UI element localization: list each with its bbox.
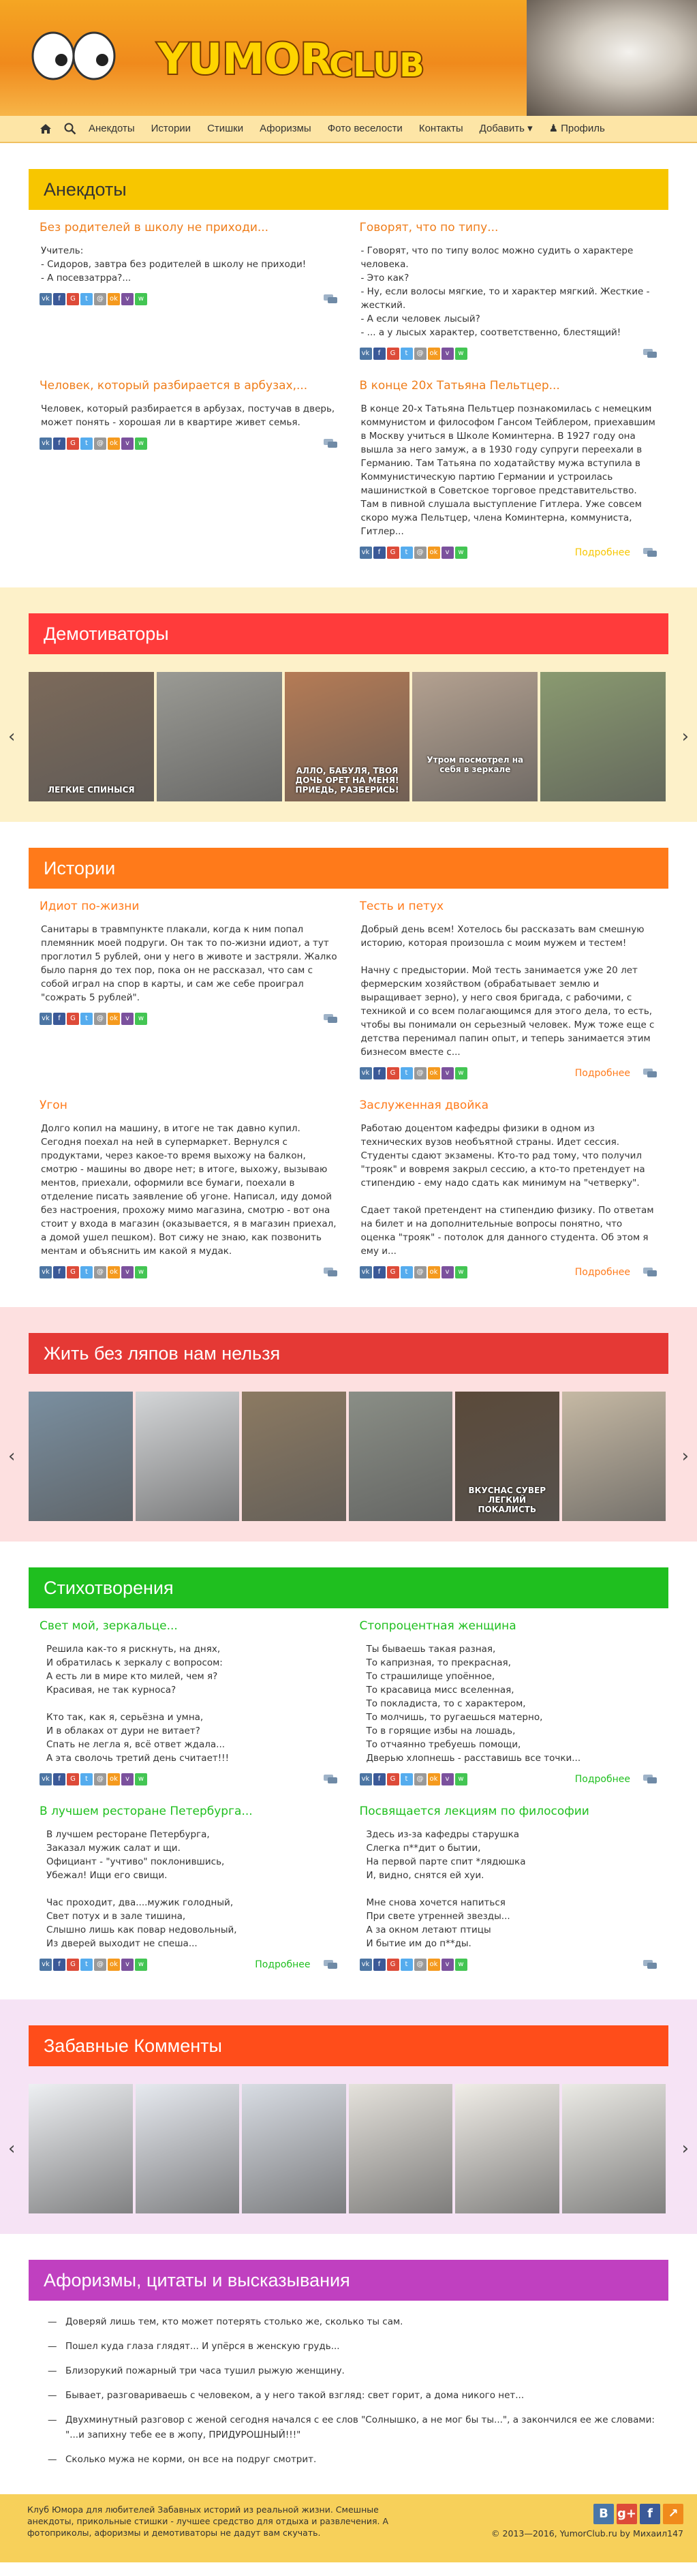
aphorism-item[interactable]: — Доверяй лишь тем, кто может потерять столько же, сколько ты сам. [48,2316,403,2327]
image-caption: ВКУСНАС СУВЕР ЛЕГКИЙ ПОКАЛИСТЬ [468,1486,546,1514]
post-footer [360,545,658,560]
carousel-prev-arrow[interactable]: ‹ [8,2138,16,2159]
viber-icon[interactable]: v [121,1266,134,1278]
gplus-icon[interactable]: g+ [617,2504,637,2524]
post-card [29,889,349,1088]
post-title[interactable]: Заслуженная двойка [359,1099,489,1112]
more-link[interactable]: Подробнее [574,547,630,558]
post-card [349,1608,669,1794]
post-body: Решила как-то я рискнуть, на днях, И обратилась к зеркалу с вопросом: А есть ли в мире кто милей, чем я? Красивая, не так курноса? Кто так, как я, серьёзна и умна, И в облаках от дури не витает? Спать не легла я, всё ответ ждала... А эта сволочь третий день считает!!! [46,1644,229,1764]
post-card [29,1794,349,1979]
fb-icon[interactable]: f [373,1266,386,1278]
viber-icon[interactable]: v [121,1959,134,1971]
fb-icon[interactable]: f [373,348,386,360]
email-icon[interactable]: @ [414,547,427,559]
fb-icon[interactable]: f [53,293,65,305]
section-title: Истории [29,848,668,889]
post-card [349,1088,669,1287]
carousel-image[interactable] [349,2084,453,2213]
image-caption: АЛЛО, БАБУЛЯ, ТВОЯ ДОЧЬ ОРЕТ НА МЕНЯ! ПРИЕДЬ, РАЗБЕРИСЬ! [295,766,399,795]
nav-item-photos[interactable]: Фото веселости [327,123,403,134]
share-buttons [360,1773,469,1785]
viber-icon[interactable]: v [442,547,454,559]
more-link[interactable]: Подробнее [255,1959,311,1970]
twitter-icon[interactable]: t [401,1959,413,1971]
gplus-icon[interactable]: G [67,293,79,305]
post-body: Ты бываешь такая разная, То капризная, то прекрасная, То страшилище упоённое, То красавица мисс вселенная, То покладиста, то с характером, То молчишь, то ругаешься матерно, То в горящие избы на лошадь, То отчаянно требуешь помощи, Дверью хлопнешь - расставишь все точки... [366,1644,581,1764]
poems-grid [0,1608,697,1979]
twitter-icon[interactable]: t [401,1266,413,1278]
post-title[interactable]: Говорят, что по типу... [359,221,499,234]
carousel-prev-arrow[interactable]: ‹ [8,1446,16,1467]
aphorism-item[interactable]: — Бывает, разговариваешь с человеком, а у него такой взгляд: свет горит, а дома никого нет... [48,2390,525,2401]
fb-icon[interactable]: f [373,1067,386,1079]
whatsapp-icon[interactable]: w [455,1959,467,1971]
vk-icon[interactable]: vk [40,1959,52,1971]
email-icon[interactable]: @ [414,1959,427,1971]
ok-icon[interactable]: ok [108,1959,120,1971]
gplus-icon[interactable]: G [67,1266,79,1278]
poems-section [0,1542,697,1999]
twitter-icon[interactable]: t [401,1067,413,1079]
post-footer [40,436,338,451]
post-body: Учитель: - Сидоров, завтра без родителей в школу не приходи! - А посевзатрра?... [41,245,307,283]
copyright: © 2013—2016, YumorClub.ru by Михаил147 [491,2528,683,2539]
email-icon[interactable]: @ [414,1266,427,1278]
ok-icon[interactable]: ok [428,547,440,559]
twitter-icon[interactable]: t [80,1959,93,1971]
nav-item-poems[interactable]: Стишки [207,123,244,134]
comments-icon[interactable] [642,547,657,558]
gplus-icon[interactable]: G [67,438,79,450]
footer-social [491,2504,683,2524]
share-buttons [360,547,469,559]
gplus-icon[interactable]: G [387,348,399,360]
vk-icon[interactable]: vk [360,547,372,559]
fb-icon[interactable]: f [53,1266,65,1278]
carousel-image[interactable] [455,2084,559,2213]
post-body: Здесь из-за кафедры старушка Слегка п**дит о бытии, На первой парте спит *лядюшка И, видно, снятся ей хуи. Мне снова хочется напиться При свете утренней звезды... А за окном летают птицы И бытие им до п**ды. [366,1829,526,1949]
post-card [349,1794,669,1979]
stories-grid [0,889,697,1287]
share-buttons [360,1266,469,1278]
post-body: Долго копил на машину, в итоге не так давно купил. Сегодня поехал на ней в супермаркет. Вернулся с продуктами, через какое-то время выхожу на балкон, смотрю - машины во дворе нет; в итоге, выхожу, вызываю ментов, приехали, оформили все бумаги, поехали в отделение писать заявление об угоне. Написал, иду домой без настроения, прохожу мимо магазина, смотрю - вот она стоит у входа в магазин (оказывается, я в магазин приехал, а домой ушел пешком). Вот сижу не знаю, как позвонить ментам и объяснить им какой я мудак. [41,1123,337,1257]
comments-section [0,1999,697,2234]
comments-icon[interactable] [642,1774,657,1785]
share-buttons [40,438,149,450]
main-nav [0,116,697,143]
twitter-icon[interactable]: t [80,1773,93,1785]
post-title[interactable]: Тесть и петух [359,900,444,913]
comments-icon[interactable] [323,1959,338,1970]
comments-icon[interactable] [323,294,338,305]
eyes-mascot-icon [26,29,128,83]
carousel-image[interactable] [29,2084,133,2213]
twitter-icon[interactable]: t [401,348,413,360]
fb-icon[interactable]: f [373,1773,386,1785]
comments-carousel [8,2084,689,2213]
fb-icon[interactable]: f [373,1959,386,1971]
kitten-image [527,0,697,116]
post-footer [360,1772,658,1787]
post-title[interactable]: Угон [40,1099,67,1112]
fb-icon[interactable]: f [53,438,65,450]
twitter-icon[interactable]: t [80,438,93,450]
more-link[interactable]: Подробнее [574,1068,630,1079]
section-title: Афоризмы, цитаты и высказывания [29,2260,668,2301]
carousel-image[interactable] [455,1392,559,1521]
post-card [29,368,349,567]
share-buttons [360,1067,469,1079]
image-caption: ЛЕГКИЕ СПИНЫСЯ [48,785,135,795]
ok-icon[interactable]: ok [108,293,120,305]
nav-item-stories[interactable]: Истории [151,123,191,134]
post-footer [360,1265,658,1280]
vk-icon[interactable]: vk [40,1773,52,1785]
viber-icon[interactable]: v [442,1266,454,1278]
image-caption: Утром посмотрел на себя в зеркале [427,755,524,774]
nav-item-jokes[interactable]: Анекдоты [89,123,135,134]
comments-icon[interactable] [323,1013,338,1024]
comments-icon[interactable] [642,1267,657,1278]
ok-icon[interactable]: ok [108,438,120,450]
post-card [349,368,669,567]
share-buttons [40,1013,149,1025]
carousel-image[interactable] [349,1392,453,1521]
footer-description: Клуб Юмора для любителей Забавных историй из реальной жизни. Смешные анекдоты, прикольные стишки - лучшее средство для отдыха и развлечения. А фотоприколы, афоризмы и демотиваторы не дадут вам скучать. [27,2504,389,2538]
vk-icon[interactable]: vk [40,1266,52,1278]
carousel-image[interactable] [29,1392,133,1521]
post-title[interactable]: В конце 20х Татьяна Пельтцер... [359,379,560,393]
whatsapp-icon[interactable]: w [135,1773,147,1785]
gplus-icon[interactable]: G [387,1773,399,1785]
whatsapp-icon[interactable]: w [455,1067,467,1079]
post-card [29,1088,349,1287]
post-footer [360,1957,658,1972]
email-icon[interactable]: @ [94,1266,106,1278]
ok-icon[interactable]: ok [108,1013,120,1025]
ok-icon[interactable]: ok [428,1266,440,1278]
email-icon[interactable]: @ [94,293,106,305]
post-card [349,210,669,368]
gplus-icon[interactable]: G [387,1067,399,1079]
photos-carousel [8,1392,689,1521]
whatsapp-icon[interactable]: w [455,348,467,360]
comments-icon[interactable] [323,1267,338,1278]
post-title[interactable]: Идиот по-жизни [40,900,140,913]
carousel-image[interactable] [136,1392,240,1521]
aphorism-item[interactable]: — Пошел куда глаза глядят... И упёрся в женскую грудь... [48,2341,340,2352]
whatsapp-icon[interactable]: w [455,1773,467,1785]
more-link[interactable]: Подробнее [574,1267,630,1278]
carousel-image[interactable] [540,672,666,801]
vk-icon[interactable]: vk [360,1959,372,1971]
site-footer [0,2494,697,2562]
demotivators-carousel [8,672,689,801]
post-body: В лучшем ресторане Петербурга, Заказал мужик салат и щи. Официант - "учтиво" поклонившись, Убежал! Ищи его свищи. Час проходит, два....мужик голодный, Свет потух и в зале тишина, Слышно лишь как повар недовольный, Из дверей выходит не спеша... [46,1829,237,1949]
whatsapp-icon[interactable]: w [455,1266,467,1278]
footer-right [491,2504,683,2551]
post-card [29,1608,349,1794]
fb-icon[interactable]: f [640,2504,660,2524]
post-title[interactable]: Посвящается лекциям по философии [359,1805,589,1818]
carousel-prev-arrow[interactable]: ‹ [8,726,16,747]
post-body: Санитары в травмпункте плакали, когда к ним попал племянник моей подруги. Он так то по-жизни идиот, а тут проглотил 5 рублей, они у него в животе и застряли. Жалко было парня до тех пор, пока он не рассказал, что сам с собой играл на спор в карты, и сам же себе проиграл "сожрать 5 рублей". [41,924,337,1003]
post-footer [40,1772,338,1787]
carousel-image[interactable] [562,2084,666,2213]
post-body: Добрый день всем! Хотелось бы рассказать вам смешную историю, которая произошла с моим мужем и тестем! Начну с предыстории. Мой тесть занимается уже 20 лет фермерским хозяйством (обрабатывает землю и выращивает зерно), у него своя бригада, с рабочими, с техникой и со всем полагающимся для этого дела, то есть, чтобы вы понимали он серьезный человек. Муж тоже еще с детства перенимал папин опыт, и теперь занимается этим бизнесом вместе с... [360,924,655,1058]
post-footer [40,1011,338,1026]
viber-icon[interactable]: v [442,348,454,360]
nav-item-contacts[interactable]: Контакты [418,123,463,134]
email-icon[interactable]: @ [414,1067,427,1079]
post-title[interactable]: Человек, который разбирается в арбузах,... [40,379,308,393]
share-icon[interactable]: ↗ [663,2504,683,2524]
ok-icon[interactable]: ok [108,1266,120,1278]
gplus-icon[interactable]: G [387,1266,399,1278]
site-header [0,0,697,116]
carousel-image[interactable] [157,672,282,801]
post-body: В конце 20-х Татьяна Пельтцер познакомилась с немецким коммунистом и философом Гансом Тейблером, приехавшим в Москву учиться в Школе Коминтерна. В 1927 году она вышла за него замуж, а в 1930 году супруги переехали в Германию. Там Татьяна по ходатайству мужа вступила в Коммунистическую партию Германии и устроилась машинисткой в Советское торговое представительство. Там в пивной слушала выступление Гитлера. Уже совсем скоро мужа Пельтцер, члена Коминтерна, коммуниста, Гитлер... [360,403,655,537]
aphorism-item[interactable]: — Сколько мужа не корми, он все на подруг смотрит. [48,2454,317,2465]
viber-icon[interactable]: v [121,293,134,305]
ok-icon[interactable]: ok [428,348,440,360]
share-buttons [360,348,469,360]
share-buttons [40,1773,149,1785]
gplus-icon[interactable]: G [387,547,399,559]
post-footer [40,292,338,307]
post-body: Человек, который разбирается в арбузах, постучав в дверь, может понять - хорошая ли в квартире живет семья. [41,403,335,428]
comments-icon[interactable] [642,1068,657,1079]
search-icon[interactable] [60,115,80,142]
share-buttons [40,1266,149,1278]
gplus-icon[interactable]: G [67,1773,79,1785]
email-icon[interactable]: @ [414,348,427,360]
post-footer [360,346,658,361]
carousel-next-arrow[interactable]: › [681,2138,689,2159]
jokes-section [0,143,697,587]
more-link[interactable]: Подробнее [574,1774,630,1785]
comments-icon[interactable] [642,1959,657,1970]
email-icon[interactable]: @ [94,1773,106,1785]
email-icon[interactable]: @ [414,1773,427,1785]
nav-item-add-dropdown[interactable]: Добавить ▾ [479,123,533,134]
whatsapp-icon[interactable]: w [135,1959,147,1971]
post-card [349,889,669,1088]
fb-icon[interactable]: f [53,1959,65,1971]
post-footer [40,1265,338,1280]
nav-item-aphorisms[interactable]: Афоризмы [260,123,311,134]
vk-icon[interactable]: vk [40,1013,52,1025]
svg-text:YUMOR: YUMOR [157,34,333,84]
vk-icon[interactable]: vk [360,1266,372,1278]
vk-icon[interactable]: vk [40,438,52,450]
gplus-icon[interactable]: G [387,1959,399,1971]
post-title[interactable]: В лучшем ресторане Петербурга... [40,1805,253,1818]
section-title: Анекдоты [29,169,668,210]
carousel-image[interactable] [562,1392,666,1521]
viber-icon[interactable]: v [442,1067,454,1079]
post-title[interactable]: Без родителей в школу не приходи... [40,221,269,234]
section-title: Стихотворения [29,1567,668,1608]
fb-icon[interactable]: f [373,547,386,559]
carousel-image[interactable] [29,672,154,801]
vk-icon[interactable]: vk [360,1773,372,1785]
post-body: Работаю доцентом кафедры физики в одном из технических вузов необъятной страны. Идет сессия. Студенты сдают экзамены. Кто-то рад тому, что получил "трояк" и вовремя закрыл сессию, а кто-то претендует на стипендию - ему надо сдать как минимум на "четверку". Сдает такой претендент на стипендию физику. По ответам на билет и на дополнительные вопросы понятно, что оценка "трояк" - потолок для данного студента. Об этом я ему и... [360,1123,654,1257]
twitter-icon[interactable]: t [80,1266,93,1278]
stories-section [0,822,697,1307]
whatsapp-icon[interactable]: w [135,1266,147,1278]
viber-icon[interactable]: v [121,438,134,450]
section-title: Забавные Комменты [29,2025,668,2066]
share-buttons [40,293,149,305]
viber-icon[interactable]: v [442,1959,454,1971]
carousel-image[interactable] [136,2084,240,2213]
ok-icon[interactable]: ok [428,1959,440,1971]
ok-icon[interactable]: ok [428,1773,440,1785]
email-icon[interactable]: @ [94,1959,106,1971]
whatsapp-icon[interactable]: w [455,547,467,559]
svg-text:CLUB: CLUB [329,46,424,85]
blogger-icon[interactable]: B [593,2504,614,2524]
carousel-image[interactable] [242,2084,346,2213]
fb-icon[interactable]: f [53,1013,65,1025]
whatsapp-icon[interactable]: w [135,438,147,450]
twitter-icon[interactable]: t [80,293,93,305]
viber-icon[interactable]: v [121,1773,134,1785]
comments-icon[interactable] [323,438,338,449]
aphorism-item[interactable]: — Двухминутный разговор с женой сегодня начался с ее слов "Солнышко, а не мог бы ты...", а закончился ее же словами: "...и запихну тебе ее в жопу, ПРИДУРОШНЫЙ!!!" [48,2414,655,2440]
twitter-icon[interactable]: t [401,547,413,559]
fb-icon[interactable]: f [53,1773,65,1785]
section-title: Демотиваторы [29,613,668,654]
comments-icon[interactable] [642,348,657,359]
carousel-next-arrow[interactable]: › [681,726,689,747]
email-icon[interactable]: @ [94,438,106,450]
nav-item-profile[interactable]: ♟ Профиль [541,115,613,142]
viber-icon[interactable]: v [442,1773,454,1785]
carousel-next-arrow[interactable]: › [681,1446,689,1467]
vk-icon[interactable]: vk [360,348,372,360]
vk-icon[interactable]: vk [40,293,52,305]
photos-section [0,1307,697,1542]
aphorisms-section [0,2234,697,2494]
site-logo[interactable] [153,14,439,95]
carousel-image[interactable] [285,672,410,801]
whatsapp-icon[interactable]: w [135,293,147,305]
share-buttons [40,1959,149,1971]
vk-icon[interactable]: vk [360,1067,372,1079]
twitter-icon[interactable]: t [401,1773,413,1785]
email-icon[interactable]: @ [94,1013,106,1025]
post-card [29,210,349,368]
post-footer [40,1957,338,1972]
post-footer [360,1066,658,1081]
ok-icon[interactable]: ok [108,1773,120,1785]
share-buttons [360,1959,469,1971]
carousel-image[interactable] [412,672,538,801]
section-title: Жить без ляпов нам нельзя [29,1333,668,1374]
post-title[interactable]: Свет мой, зеркальце... [40,1619,178,1633]
carousel-image[interactable] [242,1392,346,1521]
ok-icon[interactable]: ok [428,1067,440,1079]
user-icon: ♟ [548,123,559,134]
comments-icon[interactable] [323,1774,338,1785]
aphorism-item[interactable]: — Близорукий пожарный три часа тушил рыжую женщину. [48,2365,345,2376]
demotivators-section [0,587,697,822]
post-body: - Говорят, что по типу волос можно судить о характере человека. - Это как? - Ну, если волосы мягкие, то и характер мягкий. Жесткие - жесткий. - А если человек лысый? - ... а у лысых характер, соответственно, блестящий! [360,245,650,338]
twitter-icon[interactable]: t [80,1013,93,1025]
gplus-icon[interactable]: G [67,1959,79,1971]
whatsapp-icon[interactable]: w [135,1013,147,1025]
post-title[interactable]: Стопроцентная женщина [359,1619,516,1633]
jokes-grid [0,210,697,567]
viber-icon[interactable]: v [121,1013,134,1025]
gplus-icon[interactable]: G [67,1013,79,1025]
aphorisms-list [0,2301,697,2467]
home-icon[interactable] [35,115,56,142]
